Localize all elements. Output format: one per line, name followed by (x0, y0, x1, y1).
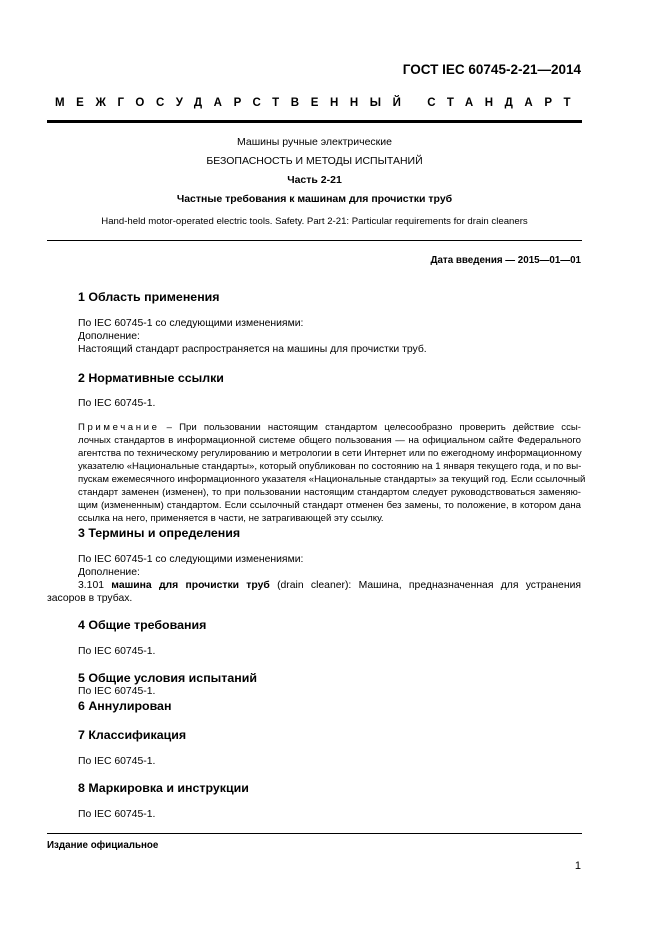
term-definition-line-1 (78, 580, 581, 591)
section-5-para-1: По IEC 60745-1. (78, 686, 156, 697)
section-2-para-1: По IEC 60745-1. (78, 398, 156, 409)
section-8-para-1: По IEC 60745-1. (78, 809, 156, 820)
note-line-1 (78, 422, 581, 433)
note-line-5: пускам ежемесячного информационного указателя «Национальные стандарты» за текущий год. Если ссылочный (78, 474, 586, 485)
official-edition-label: Издание официальное (47, 840, 159, 851)
title-line-1: Машины ручные электрические (237, 136, 392, 148)
section-8-heading: 8 Маркировка и инструкции (78, 781, 249, 795)
section-6-heading: 6 Аннулирован (78, 699, 172, 713)
section-7-para-1: По IEC 60745-1. (78, 756, 156, 767)
section-1-para-3: Настоящий стандарт распространяется на машины для прочистки труб. (78, 344, 427, 355)
term-name: машина для прочистки труб (111, 580, 270, 591)
standard-code: ГОСТ IEC 60745-2-21—2014 (402, 62, 581, 77)
title-line-3: Часть 2-21 (287, 174, 342, 186)
section-2-heading: 2 Нормативные ссылки (78, 371, 224, 385)
note-line-2: лочных стандартов в информационной системе общего пользования — на официальном сайте Федерального (78, 435, 581, 446)
section-3-para-1: По IEC 60745-1 со следующими изменениями: (78, 554, 304, 565)
section-4-heading: 4 Общие требования (78, 618, 207, 632)
term-definition-line-2: засоров в трубах. (47, 593, 133, 604)
term-definition: (drain cleaner): Машина, предназначенная для устранения (269, 580, 582, 591)
note-line-8: ссылка на него, применяется в части, не затрагивающей эту ссылку. (78, 513, 384, 524)
term-number: 3.101 (78, 580, 112, 591)
date-of-introduction: Дата введения — 2015—01—01 (430, 255, 581, 266)
section-3-para-2: Дополнение: (78, 567, 140, 578)
note-line-7: щим (измененным) стандартом. Если ссылочный стандарт отменен без замены, то положение, в котором дана (78, 500, 581, 511)
section-3-heading: 3 Термины и определения (78, 526, 241, 540)
section-1-para-1: По IEC 60745-1 со следующими изменениями: (78, 318, 304, 329)
section-1-para-2: Дополнение: (78, 331, 140, 342)
note-line-1-text: – При пользовании настоящим стандартом целесообразно проверить действие ссы- (159, 422, 581, 433)
english-title: Hand-held motor-operated electric tools. Safety. Part 2-21: Particular requirements for drain cleaners (101, 216, 528, 227)
note-line-6: стандарт заменен (изменен), то при пользовании настоящим стандартом следует руководствоваться заменяю- (78, 487, 581, 498)
header-rule (47, 120, 582, 123)
section-4-para-1: По IEC 60745-1. (78, 646, 156, 657)
section-1-heading: 1 Область применения (78, 290, 220, 304)
interstate-standard-label: МЕЖГОСУДАРСТВЕННЫЙ СТАНДАРТ (55, 97, 583, 109)
title-line-2: БЕЗОПАСНОСТЬ И МЕТОДЫ ИСПЫТАНИЙ (206, 155, 423, 167)
note-line-3: агентства по техническому регулированию и метрологии в сети Интернет или по ежегодному информационному (78, 448, 582, 459)
note-line-4: указателю «Национальные стандарты», который опубликован по состоянию на 1 января текущего года, и по вы- (78, 461, 582, 472)
section-7-heading: 7 Классификация (78, 728, 187, 742)
section-5-heading: 5 Общие условия испытаний (78, 671, 257, 685)
title-rule (47, 240, 582, 241)
page-number: 1 (574, 860, 581, 872)
footer-rule (47, 833, 582, 834)
title-line-4: Частные требования к машинам для прочистки труб (176, 193, 453, 205)
note-label: Примечание (78, 422, 160, 433)
